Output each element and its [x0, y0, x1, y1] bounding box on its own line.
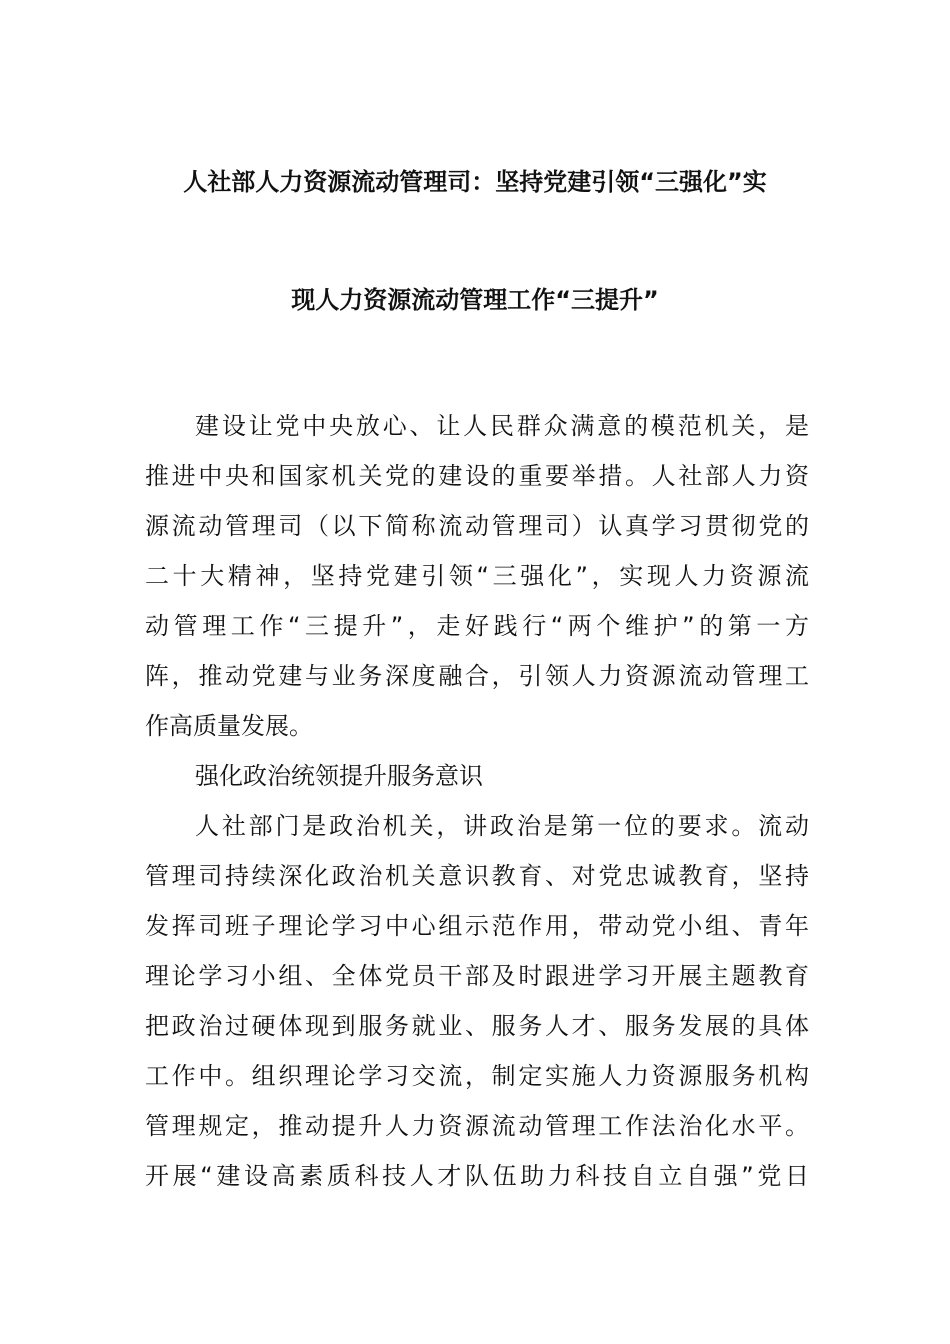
paragraph-line: 作高质量发展。: [145, 712, 313, 740]
document-body: [145, 401, 809, 1201]
paragraph-line: 推进中央和国家机关党的建设的重要举措。人社部人力资: [145, 462, 809, 490]
paragraph-line: 开展“建设高素质科技人才队伍助力科技自立自强”党日: [145, 1162, 809, 1190]
paragraph-line: 管理司持续深化政治机关意识教育、对党忠诚教育，坚持: [145, 862, 809, 890]
paragraph-line: 发挥司班子理论学习中心组示范作用，带动党小组、青年: [145, 912, 809, 940]
paragraph-line: 把政治过硬体现到服务就业、服务人才、服务发展的具体: [145, 1012, 809, 1040]
section-heading: 强化政治统领提升服务意识: [195, 762, 483, 790]
paragraph-line: 工作中。组织理论学习交流，制定实施人力资源服务机构: [145, 1062, 809, 1090]
paragraph-line: 理论学习小组、全体党员干部及时跟进学习开展主题教育: [145, 962, 809, 990]
document-title-line-1: 人社部人力资源流动管理司：坚持党建引领“三强化”实: [183, 168, 767, 196]
paragraph-line: 阵，推动党建与业务深度融合，引领人力资源流动管理工: [145, 662, 809, 690]
document-title-line-2: 现人力资源流动管理工作“三提升”: [291, 286, 659, 314]
paragraph-line: 动管理工作“三提升”，走好践行“两个维护”的第一方: [145, 612, 809, 640]
paragraph-line: 源流动管理司（以下简称流动管理司）认真学习贯彻党的: [145, 512, 809, 540]
paragraph-line: 二十大精神，坚持党建引领“三强化”，实现人力资源流: [145, 562, 809, 590]
paragraph-line: 建设让党中央放心、让人民群众满意的模范机关，是: [195, 412, 809, 440]
paragraph-line: 管理规定，推动提升人力资源流动管理工作法治化水平。: [145, 1112, 809, 1140]
paragraph-line: 人社部门是政治机关，讲政治是第一位的要求。流动: [195, 812, 809, 840]
